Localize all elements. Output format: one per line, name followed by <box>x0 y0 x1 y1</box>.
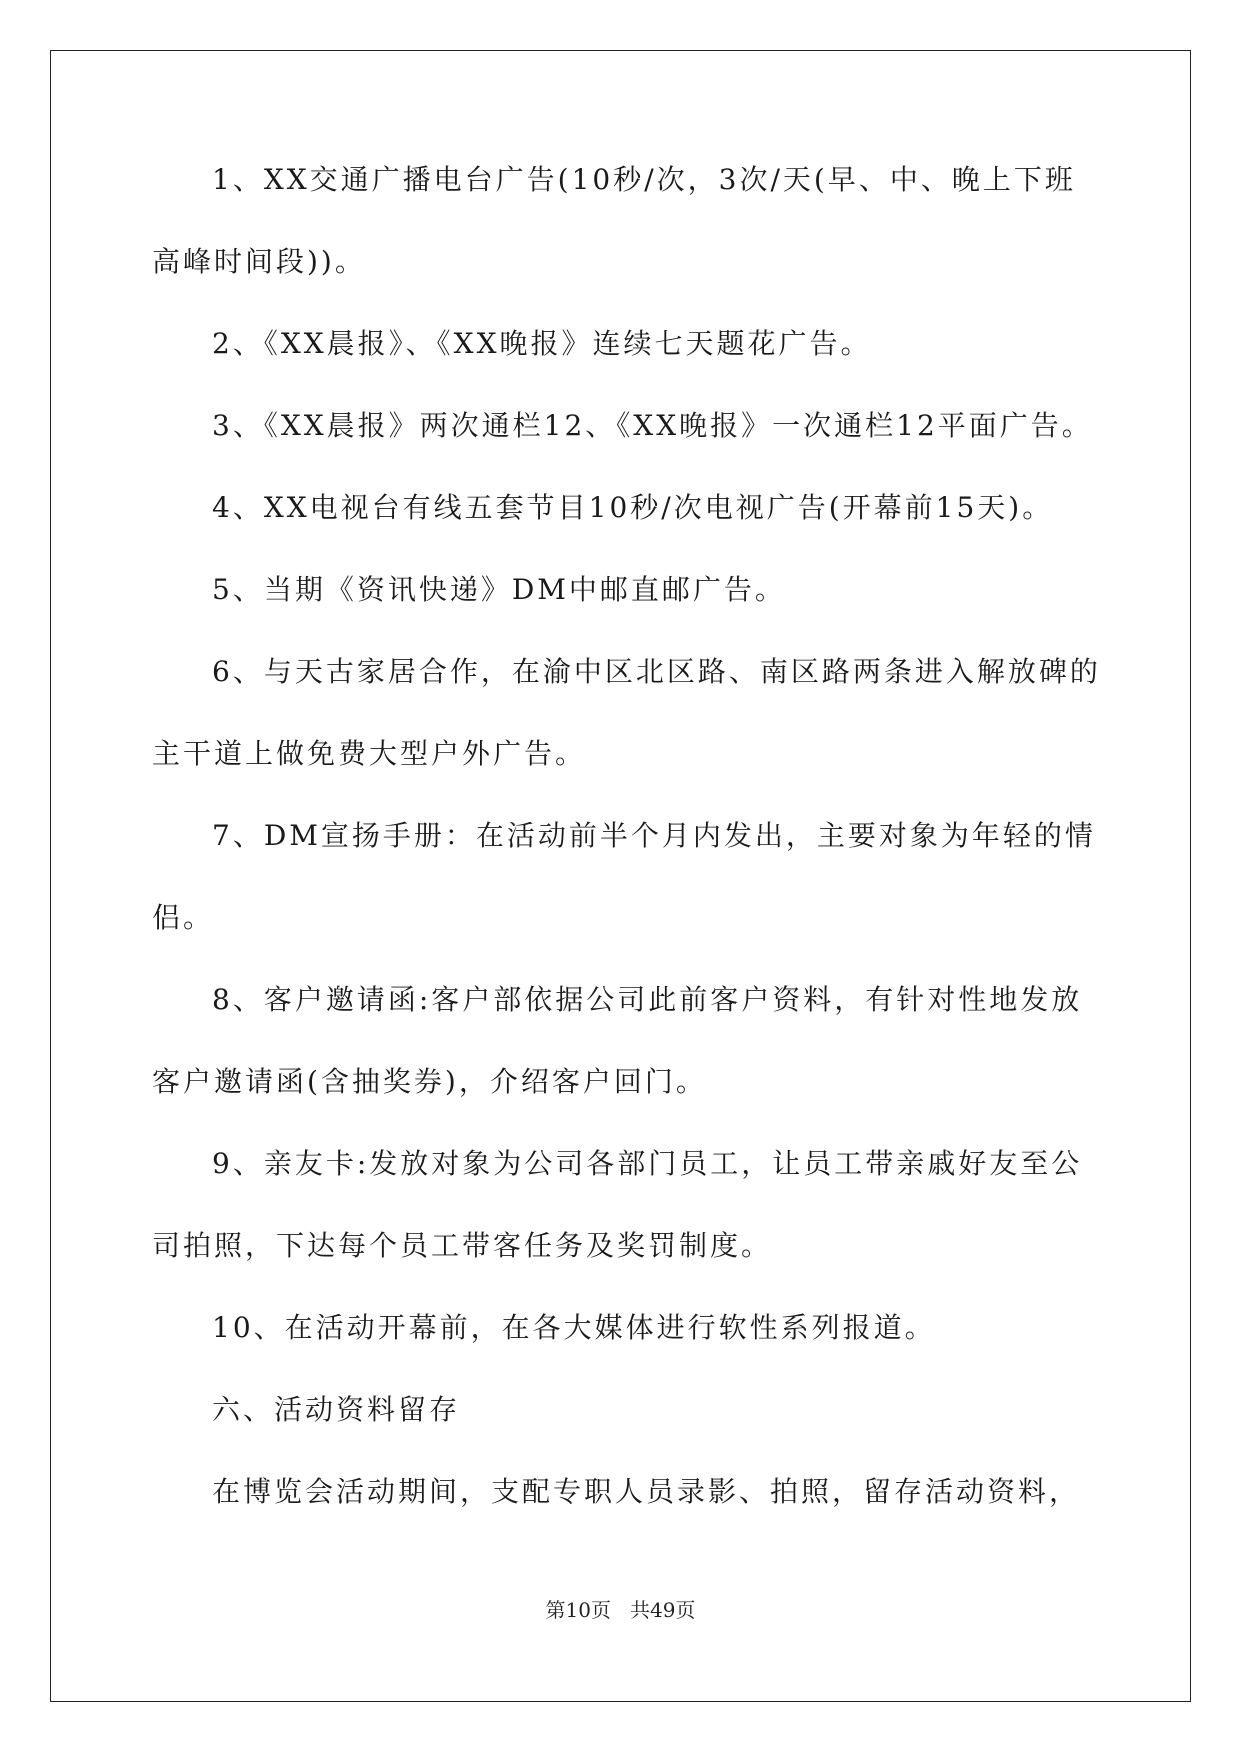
text-line: 客户邀请函(含抽奖券)，介绍客户回门。 <box>152 1065 707 1098</box>
text-line: 7、DM宣扬手册：在活动前半个月内发出，主要对象为年轻的情 <box>212 819 1096 852</box>
text-line: 6、与天古家居合作，在渝中区北区路、南区路两条进入解放碑的 <box>212 655 1101 688</box>
text-line: 5、当期《资讯快递》DM中邮直邮广告。 <box>212 573 786 606</box>
text-line: 9、亲友卡:发放对象为公司各部门员工，让员工带亲戚好友至公 <box>212 1147 1083 1180</box>
text-line: 2、《XX晨报》、《XX晚报》连续七天题花广告。 <box>212 327 872 360</box>
text-line: 1、XX交通广播电台广告(10秒/次，3次/天(早、中、晚上下班 <box>212 163 1076 196</box>
text-line: 4、XX电视台有线五套节目10秒/次电视广告(开幕前15天)。 <box>212 491 1054 524</box>
text-line: 在博览会活动期间，支配专职人员录影、拍照，留存活动资料， <box>212 1475 1081 1508</box>
text-line: 高峰时间段))。 <box>152 245 366 278</box>
document-body <box>152 160 1101 1554</box>
text-line: 主干道上做免费大型户外广告。 <box>152 737 587 770</box>
text-line: 10、在活动开幕前，在各大媒体进行软性系列报道。 <box>212 1311 936 1344</box>
text-line: 侣。 <box>152 901 215 934</box>
section-heading: 六、活动资料留存 <box>212 1393 461 1426</box>
text-line: 司拍照，下达每个员工带客任务及奖罚制度。 <box>152 1229 773 1262</box>
text-line: 8、客户邀请函:客户部依据公司此前客户资料，有针对性地发放 <box>212 983 1083 1016</box>
page-footer: 第10页 共49页 <box>545 1598 696 1622</box>
text-line: 3、《XX晨报》两次通栏12、《XX晚报》一次通栏12平面广告。 <box>212 409 1093 442</box>
